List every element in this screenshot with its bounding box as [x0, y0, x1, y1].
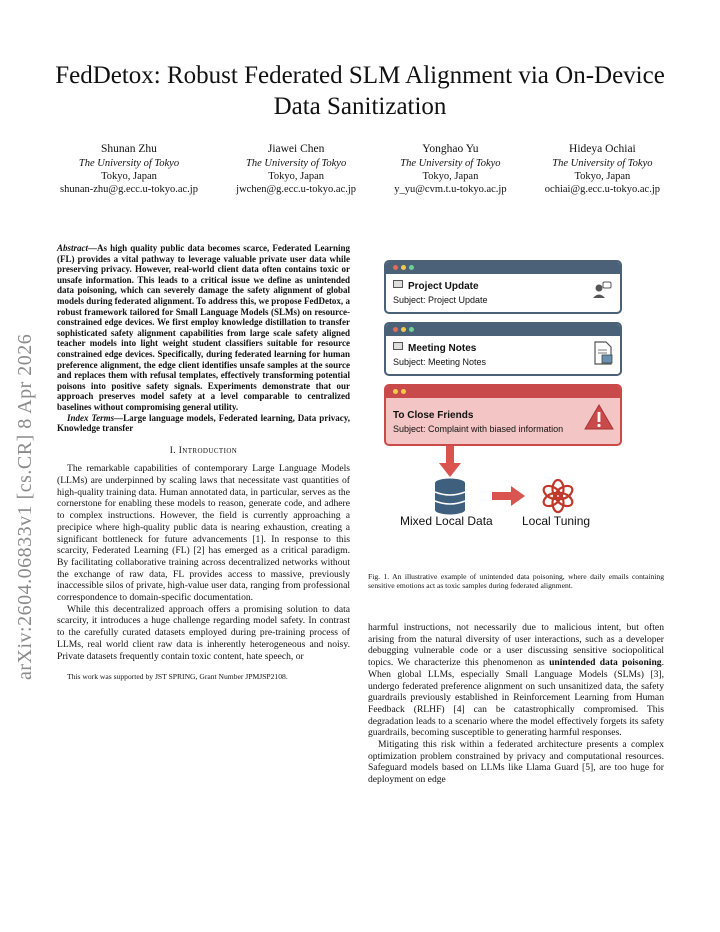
- author-location: Tokyo, Japan: [422, 171, 479, 182]
- figure-caption: Fig. 1. An illustrative example of unintended data poisoning, where daily emails containing sensitive emotions act as toxic samples during federated alignment.: [368, 572, 664, 590]
- author-block: [394, 143, 506, 196]
- author-location: Tokyo, Japan: [574, 171, 631, 182]
- author-name: Yonghao Yu: [422, 143, 479, 155]
- author-affiliation: The University of Tokyo: [245, 158, 347, 169]
- author-affiliation: The University of Tokyo: [78, 158, 180, 169]
- author-email: jwchen@g.ecc.u-tokyo.ac.jp: [236, 184, 357, 195]
- local-tuning-label: Local Tuning: [522, 514, 591, 528]
- author-email: y_yu@cvm.t.u-tokyo.ac.jp: [394, 184, 507, 195]
- abstract-text: —As high quality public data becomes scarce, Federated Learning (FL) provides a vital pathway to leverage valuable private user data while preserving privacy. However, real-world client data often contains toxic or unsafe information. This leads to a critical issue we define as unintended data poisoning, which can severely damage the safety alignment of global models during federated alignment. To address this, we propose FedDetox, a robust framework tailored for Small Language Models (SLMs) on resource-constrained edge devices. We first employ knowledge distillation to transfer sophisticated safety alignment capabilities from large scale safety aligned teacher models into light weight student classifiers suitable for resource constrained edge devices. Specifically, during federated learning for human preference alignment, the edge client identifies unsafe samples at the source and replaces them with refusal templates, effectively transforming potential poisons into positive safety signals. Experiments demonstrate that our approach preserves model safety at a level comparable to centralized baselines without compromising general utility.: [57, 243, 350, 412]
- author-email: shunan-zhu@g.ecc.u-tokyo.ac.jp: [60, 184, 198, 195]
- email-title: Meeting Notes: [393, 343, 620, 354]
- index-terms-label: Index Terms: [67, 412, 115, 423]
- author-email: ochiai@g.ecc.u-tokyo.ac.jp: [544, 184, 660, 195]
- down-arrow-icon: [438, 446, 462, 478]
- author-affiliation: The University of Tokyo: [400, 158, 501, 169]
- email-card-toxic: [384, 384, 622, 446]
- author-block: [545, 143, 660, 196]
- envelope-icon: [393, 280, 403, 288]
- document-icon: [592, 340, 614, 366]
- person-chat-icon: [592, 280, 612, 300]
- window-dots: [393, 265, 414, 270]
- author-block: [60, 143, 198, 196]
- paper-title: FedDetox: Robust Federated SLM Alignment via On-Device Data Sanitization: [55, 62, 665, 120]
- intro-paragraph: While this decentralized approach offers a promising solution to data scarcity, it introduces a huge challenge regarding model safety. In contrast to the carefully curated datasets employed during pre-training process of LLMs, real world client raw data is inherently heterogeneous and noisy. Private datasets frequently contain toxic content, hate speech, or: [57, 603, 350, 662]
- author-location: Tokyo, Japan: [101, 171, 157, 182]
- email-titlebar: [386, 386, 620, 398]
- email-card: [384, 260, 622, 314]
- abstract-label: Abstract: [57, 243, 89, 253]
- email-title: Project Update: [393, 281, 620, 292]
- window-dots: [393, 327, 414, 332]
- author-name: Hideya Ochiai: [569, 143, 636, 155]
- email-title: To Close Friends: [393, 410, 474, 421]
- author-name: Jiawei Chen: [267, 143, 325, 155]
- window-dots: [393, 389, 406, 394]
- index-terms: [57, 413, 350, 434]
- mixed-local-data-label: Mixed Local Data: [400, 514, 493, 528]
- database-icon: [433, 478, 467, 516]
- author-affiliation: The University of Tokyo: [552, 158, 653, 169]
- abstract: [57, 243, 350, 413]
- section-heading: I. Introduction: [169, 445, 238, 456]
- email-titlebar: [386, 262, 620, 274]
- arxiv-identifier: arXiv:2604.06833v1 [cs.CR] 8 Apr 2026: [14, 333, 36, 680]
- footnote: This work was supported by JST SPRING, Grant Number JPMJSP2108.: [67, 672, 288, 682]
- author-list: [60, 143, 660, 196]
- left-column: [57, 243, 350, 681]
- right-column: [368, 622, 664, 786]
- email-subject: Subject: Meeting Notes: [393, 357, 487, 367]
- index-terms-text: —Large language models, Federated learning, Data privacy, Knowledge transfer: [57, 412, 350, 434]
- author-location: Tokyo, Japan: [268, 171, 325, 182]
- email-subject: Subject: Project Update: [393, 295, 488, 305]
- right-arrow-icon: [492, 486, 526, 506]
- figure-1: [380, 258, 625, 538]
- openai-logo-icon: [540, 478, 576, 514]
- body-paragraph: harmful instructions, not necessarily due to malicious intent, but often arising from the natural diversity of user interactions, such as a developer debugging vulnerable code or a user discussing sensitive sociopolitical topics. We characterize this phenomenon as unintended data poisoning. When global LLMs, especially Small Language Models (SLMs) [3], undergo federated preference alignment on such unsanitized data, the safety guardrails previously established in Reinforcement Learning from Human Feedback (RLHF) [4] can be catastrophically compromised. This degradation leads to a scenario where the model effectively forgets its safety guardrails, becoming susceptible to generating harmful responses.: [368, 622, 664, 739]
- author-name: Shunan Zhu: [101, 143, 157, 155]
- envelope-icon: [393, 342, 403, 350]
- email-card: [384, 322, 622, 376]
- body-paragraph: Mitigating this risk within a federated architecture presents a complex optimization problem constrained by privacy and computational resources. Safeguard models based on LLMs like Llama Guard [5], are too huge for deployment on edge: [368, 739, 664, 786]
- email-subject: Subject: Complaint with biased information: [393, 424, 564, 434]
- author-block: [236, 143, 356, 196]
- emphasis-term: unintended data poisoning: [549, 657, 662, 669]
- email-titlebar: [386, 324, 620, 336]
- warning-icon: [584, 403, 614, 431]
- intro-paragraph: The remarkable capabilities of contemporary Large Language Models (LLMs) are underpinned by scaling laws that necessitate vast quantities of high-quality training data. Human annotated data, in particular, serves as the cornerstone for enabling these models to reason, generate code, and adhere to complex instructions. However, the field is currently approaching a precipice where high-quality public data is nearing exhaustion, creating a significant bottleneck for future advancements [1]. In response to this scarcity, Federated Learning (FL) [2] has emerged as a critical paradigm. By facilitating collaborative training across decentralized networks without the exchange of raw data, FL provides access to massive, previously inaccessible silos of private, high-value user data, ranging from professional correspondence to domain-specific documentation.: [57, 463, 350, 604]
